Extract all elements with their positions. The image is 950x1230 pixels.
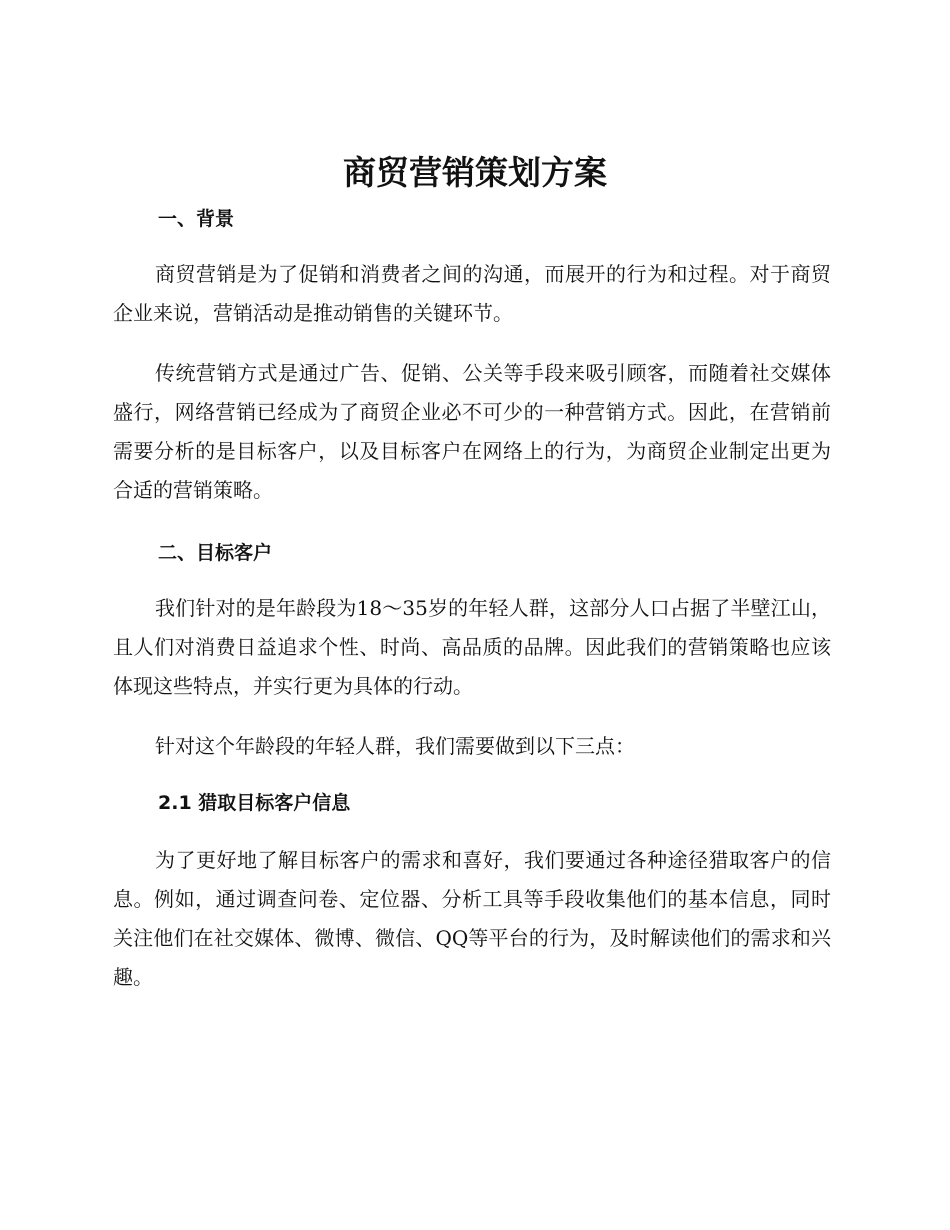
section-heading-target-customers: 二、目标客户	[158, 542, 273, 564]
section-heading-background: 一、背景	[158, 208, 235, 230]
document-title: 商贸营销策划方案	[343, 153, 607, 192]
paragraph-customer-info: 为了更好地了解目标客户的需求和喜好，我们要通过各种途径猎取客户的信息。例如，通过调查问卷、定位器、分析工具等手段收集他们的基本信息，同时关注他们在社交媒体、微博、微信、QQ等平台的行为，及时解读他们的需求和兴趣。	[113, 848, 831, 989]
paragraph-target-customers-1: 我们针对的是年龄段为18～35岁的年轻人群，这部分人口占据了半壁江山，且人们对消费日益追求个性、时尚、高品质的品牌。因此我们的营销策略也应该体现这些特点，并实行更为具体的行动。	[113, 596, 831, 698]
paragraph-background-2: 传统营销方式是通过广告、促销、公关等手段来吸引顾客，而随着社交媒体盛行，网络营销已经成为了商贸企业必不可少的一种营销方式。因此，在营销前需要分析的是目标客户，以及目标客户在网络上的行为，为商贸企业制定出更为合适的营销策略。	[113, 361, 831, 502]
paragraph-background-1: 商贸营销是为了促销和消费者之间的沟通，而展开的行为和过程。对于商贸企业来说，营销活动是推动销售的关键环节。	[113, 262, 831, 325]
paragraph-target-customers-2: 针对这个年龄段的年轻人群，我们需要做到以下三点：	[155, 734, 635, 758]
subsection-heading-customer-info: 2.1 猎取目标客户信息	[158, 792, 351, 814]
